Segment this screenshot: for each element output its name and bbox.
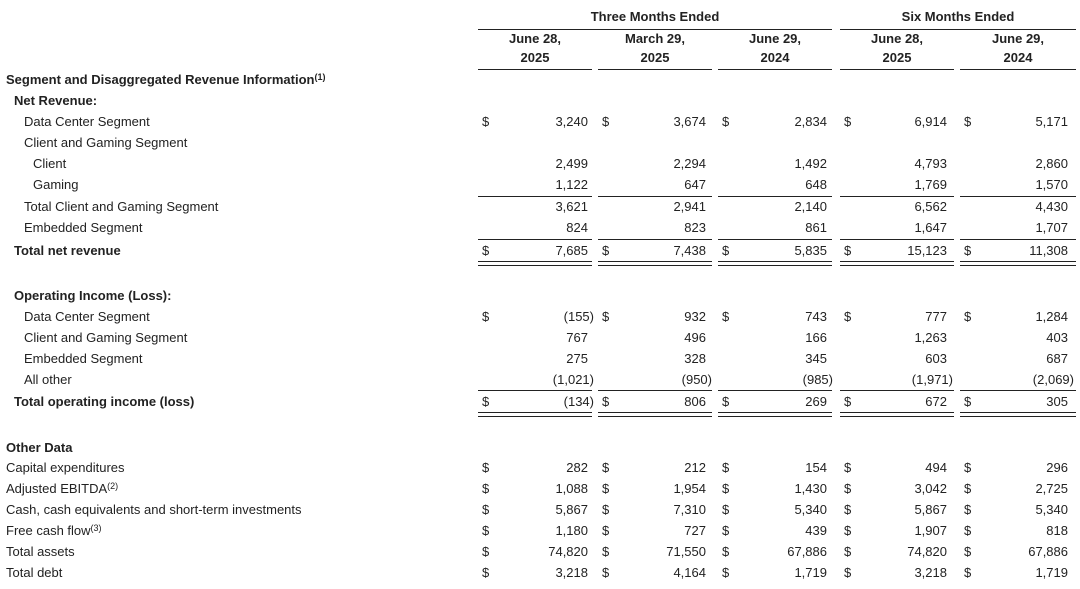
table-cell: 823 <box>684 220 706 235</box>
dollar-sign: $ <box>722 394 730 409</box>
table-cell: 1,570 <box>1035 177 1068 192</box>
subtotal-rule <box>478 196 592 197</box>
row-label-text: Total assets <box>6 544 75 559</box>
table-cell: 5,835 <box>794 243 827 258</box>
table-cell: 1,769 <box>914 177 947 192</box>
table-cell: 5,867 <box>914 502 947 517</box>
table-cell: 2,725 <box>1035 481 1068 496</box>
table-cell: 345 <box>805 351 827 366</box>
table-cell: 727 <box>684 523 706 538</box>
section-title <box>6 72 325 88</box>
table-cell: (1,971) <box>911 372 953 387</box>
dollar-sign: $ <box>722 502 730 517</box>
dollar-sign: $ <box>844 114 852 129</box>
section-title-footnote: (1) <box>314 72 326 82</box>
table-cell: 818 <box>1046 523 1068 538</box>
column-header-line2: 2024 <box>760 50 790 65</box>
subtotal-rule <box>598 196 712 197</box>
three-months-rule <box>478 29 832 30</box>
row-label <box>6 523 102 539</box>
dollar-sign: $ <box>482 309 490 324</box>
six-months-rule <box>840 29 1076 30</box>
table-cell: 5,340 <box>794 502 827 517</box>
table-cell: 6,562 <box>914 199 947 214</box>
total-rule <box>960 390 1076 391</box>
row-label-text: Data Center Segment <box>24 309 150 324</box>
double-underline <box>840 261 954 266</box>
table-cell: 1,122 <box>555 177 588 192</box>
table-cell: 3,674 <box>673 114 706 129</box>
dollar-sign: $ <box>722 309 730 324</box>
table-cell: 6,914 <box>914 114 947 129</box>
table-cell: 74,820 <box>907 544 947 559</box>
table-cell: 496 <box>684 330 706 345</box>
row-label <box>24 135 187 151</box>
table-cell: 2,140 <box>794 199 827 214</box>
table-cell: 15,123 <box>907 243 947 258</box>
row-label <box>24 309 150 325</box>
table-cell: 275 <box>566 351 588 366</box>
row-label <box>24 114 150 130</box>
row-label-text: Gaming <box>33 177 79 192</box>
table-cell: 269 <box>805 394 827 409</box>
row-label <box>33 156 66 172</box>
row-label-text: Total net revenue <box>14 243 121 258</box>
table-cell: 74,820 <box>548 544 588 559</box>
total-rule <box>840 390 954 391</box>
row-label-text: Embedded Segment <box>24 351 143 366</box>
table-cell: 4,164 <box>673 565 706 580</box>
dollar-sign: $ <box>964 460 972 475</box>
table-cell: 3,621 <box>555 199 588 214</box>
table-cell: 3,042 <box>914 481 947 496</box>
double-underline <box>478 261 592 266</box>
row-label-text: Total Client and Gaming Segment <box>24 199 219 214</box>
row-label <box>24 199 218 215</box>
dollar-sign: $ <box>844 309 852 324</box>
column-header-line2: 2024 <box>1003 50 1033 65</box>
row-label-text: Free cash flow <box>6 523 91 538</box>
table-cell: 2,834 <box>794 114 827 129</box>
row-label-text: Adjusted EBITDA <box>6 481 108 496</box>
column-header-rule <box>478 69 592 70</box>
column-header-rule <box>718 69 832 70</box>
three-months-header: Three Months Ended <box>590 9 720 24</box>
table-cell: 2,941 <box>673 199 706 214</box>
row-label-text: Embedded Segment <box>24 220 143 235</box>
dollar-sign: $ <box>844 544 852 559</box>
dollar-sign: $ <box>482 502 490 517</box>
table-cell: 7,438 <box>673 243 706 258</box>
table-cell: 2,499 <box>555 156 588 171</box>
table-cell: 806 <box>684 394 706 409</box>
row-label <box>6 481 118 497</box>
dollar-sign: $ <box>482 481 490 496</box>
table-cell: 687 <box>1046 351 1068 366</box>
total-rule <box>598 390 712 391</box>
dollar-sign: $ <box>482 243 490 258</box>
row-label <box>14 394 194 410</box>
dollar-sign: $ <box>964 523 972 538</box>
dollar-sign: $ <box>602 481 610 496</box>
table-cell: 1,707 <box>1035 220 1068 235</box>
double-underline <box>960 412 1076 417</box>
dollar-sign: $ <box>722 544 730 559</box>
dollar-sign: $ <box>482 114 490 129</box>
dollar-sign: $ <box>964 481 972 496</box>
column-header-line1: June 29, <box>991 31 1045 46</box>
table-cell: (985) <box>802 372 833 387</box>
dollar-sign: $ <box>964 502 972 517</box>
row-label <box>24 330 187 346</box>
dollar-sign: $ <box>482 460 490 475</box>
dollar-sign: $ <box>722 114 730 129</box>
table-cell: 7,685 <box>555 243 588 258</box>
table-cell: 166 <box>805 330 827 345</box>
row-footnote: (2) <box>107 481 119 491</box>
double-underline <box>960 261 1076 266</box>
subtotal-rule <box>960 196 1076 197</box>
dollar-sign: $ <box>722 565 730 580</box>
dollar-sign: $ <box>482 565 490 580</box>
dollar-sign: $ <box>964 565 972 580</box>
dollar-sign: $ <box>964 544 972 559</box>
row-label-text: Data Center Segment <box>24 114 150 129</box>
table-cell: 296 <box>1046 460 1068 475</box>
dollar-sign: $ <box>844 481 852 496</box>
total-rule <box>718 390 832 391</box>
dollar-sign: $ <box>602 502 610 517</box>
row-label <box>6 460 125 476</box>
table-cell: 4,430 <box>1035 199 1068 214</box>
dollar-sign: $ <box>602 544 610 559</box>
row-label <box>6 502 302 518</box>
dollar-sign: $ <box>602 309 610 324</box>
net-revenue-title: Net Revenue: <box>14 93 98 108</box>
table-cell: (155) <box>563 309 594 324</box>
column-header-line1: March 29, <box>625 31 685 46</box>
other-data-title: Other Data <box>6 440 73 455</box>
table-cell: 1,907 <box>914 523 947 538</box>
column-header-line1: June 28, <box>870 31 924 46</box>
column-header-line2: 2025 <box>882 50 912 65</box>
row-label-text: Client <box>33 156 67 171</box>
row-label <box>24 351 143 367</box>
table-cell: 767 <box>566 330 588 345</box>
subtotal-rule <box>840 196 954 197</box>
table-cell: 1,719 <box>794 565 827 580</box>
row-label-text: Client and Gaming Segment <box>24 330 188 345</box>
table-cell: 154 <box>805 460 827 475</box>
dollar-sign: $ <box>964 309 972 324</box>
row-footnote: (3) <box>90 523 102 533</box>
table-cell: 5,867 <box>555 502 588 517</box>
total-rule <box>478 390 592 391</box>
table-cell: 7,310 <box>673 502 706 517</box>
table-cell: 648 <box>805 177 827 192</box>
table-cell: (950) <box>681 372 712 387</box>
dollar-sign: $ <box>602 460 610 475</box>
column-header-rule <box>598 69 712 70</box>
column-header-line2: 2025 <box>640 50 670 65</box>
section-title-text: Segment and Disaggregated Revenue Information <box>6 72 315 87</box>
row-label-text: Total operating income (loss) <box>14 394 195 409</box>
dollar-sign: $ <box>602 114 610 129</box>
double-underline <box>598 261 712 266</box>
table-cell: (134) <box>563 394 594 409</box>
table-cell: 3,218 <box>914 565 947 580</box>
table-cell: 71,550 <box>666 544 706 559</box>
total-rule <box>840 239 954 240</box>
dollar-sign: $ <box>482 394 490 409</box>
dollar-sign: $ <box>844 243 852 258</box>
table-cell: 932 <box>684 309 706 324</box>
column-header-rule <box>960 69 1076 70</box>
table-cell: (2,069) <box>1032 372 1074 387</box>
table-cell: 1,088 <box>555 481 588 496</box>
dollar-sign: $ <box>602 394 610 409</box>
dollar-sign: $ <box>844 523 852 538</box>
column-header-line1: June 29, <box>748 31 802 46</box>
dollar-sign: $ <box>482 544 490 559</box>
double-underline <box>478 412 592 417</box>
row-label <box>33 177 79 193</box>
dollar-sign: $ <box>964 394 972 409</box>
total-rule <box>960 239 1076 240</box>
table-cell: 603 <box>925 351 947 366</box>
row-label <box>14 243 121 259</box>
dollar-sign: $ <box>482 523 490 538</box>
table-cell: 5,340 <box>1035 502 1068 517</box>
table-cell: 494 <box>925 460 947 475</box>
table-cell: 212 <box>684 460 706 475</box>
operating-income-title: Operating Income (Loss): <box>14 288 172 303</box>
row-label-text: Total debt <box>6 565 63 580</box>
row-label-text: Client and Gaming Segment <box>24 135 188 150</box>
dollar-sign: $ <box>964 114 972 129</box>
table-cell: 1,954 <box>673 481 706 496</box>
dollar-sign: $ <box>722 460 730 475</box>
table-cell: 1,180 <box>555 523 588 538</box>
table-cell: 1,284 <box>1035 309 1068 324</box>
row-label <box>6 544 75 560</box>
total-rule <box>718 239 832 240</box>
table-cell: (1,021) <box>552 372 594 387</box>
row-label-text: All other <box>24 372 72 387</box>
dollar-sign: $ <box>844 502 852 517</box>
table-cell: 861 <box>805 220 827 235</box>
table-cell: 11,308 <box>1029 243 1068 258</box>
table-cell: 1,719 <box>1035 565 1068 580</box>
dollar-sign: $ <box>722 523 730 538</box>
table-cell: 2,294 <box>673 156 706 171</box>
row-label-text: Cash, cash equivalents and short-term investments <box>6 502 302 517</box>
column-header-line2: 2025 <box>520 50 550 65</box>
row-label <box>24 220 143 236</box>
table-cell: 743 <box>805 309 827 324</box>
table-cell: 403 <box>1046 330 1068 345</box>
table-cell: 647 <box>684 177 706 192</box>
table-cell: 3,218 <box>555 565 588 580</box>
total-rule <box>478 239 592 240</box>
dollar-sign: $ <box>844 565 852 580</box>
table-cell: 4,793 <box>914 156 947 171</box>
table-cell: 1,430 <box>794 481 827 496</box>
table-cell: 672 <box>925 394 947 409</box>
row-label <box>24 372 72 388</box>
table-cell: 67,886 <box>1028 544 1068 559</box>
table-cell: 824 <box>566 220 588 235</box>
table-cell: 3,240 <box>555 114 588 129</box>
table-cell: 305 <box>1046 394 1068 409</box>
table-cell: 777 <box>925 309 947 324</box>
subtotal-rule <box>718 196 832 197</box>
dollar-sign: $ <box>602 243 610 258</box>
table-cell: 1,647 <box>914 220 947 235</box>
dollar-sign: $ <box>844 460 852 475</box>
column-header-rule <box>840 69 954 70</box>
double-underline <box>718 261 832 266</box>
table-cell: 1,263 <box>914 330 947 345</box>
total-rule <box>598 239 712 240</box>
table-cell: 439 <box>805 523 827 538</box>
double-underline <box>598 412 712 417</box>
double-underline <box>840 412 954 417</box>
dollar-sign: $ <box>844 394 852 409</box>
dollar-sign: $ <box>602 523 610 538</box>
dollar-sign: $ <box>964 243 972 258</box>
table-cell: 328 <box>684 351 706 366</box>
dollar-sign: $ <box>722 243 730 258</box>
dollar-sign: $ <box>722 481 730 496</box>
table-cell: 2,860 <box>1035 156 1068 171</box>
table-cell: 67,886 <box>787 544 827 559</box>
six-months-header: Six Months Ended <box>901 9 1015 24</box>
double-underline <box>718 412 832 417</box>
column-header-line1: June 28, <box>508 31 562 46</box>
table-cell: 282 <box>566 460 588 475</box>
dollar-sign: $ <box>602 565 610 580</box>
row-label <box>6 565 62 581</box>
table-cell: 1,492 <box>794 156 827 171</box>
row-label-text: Capital expenditures <box>6 460 125 475</box>
table-cell: 5,171 <box>1035 114 1068 129</box>
